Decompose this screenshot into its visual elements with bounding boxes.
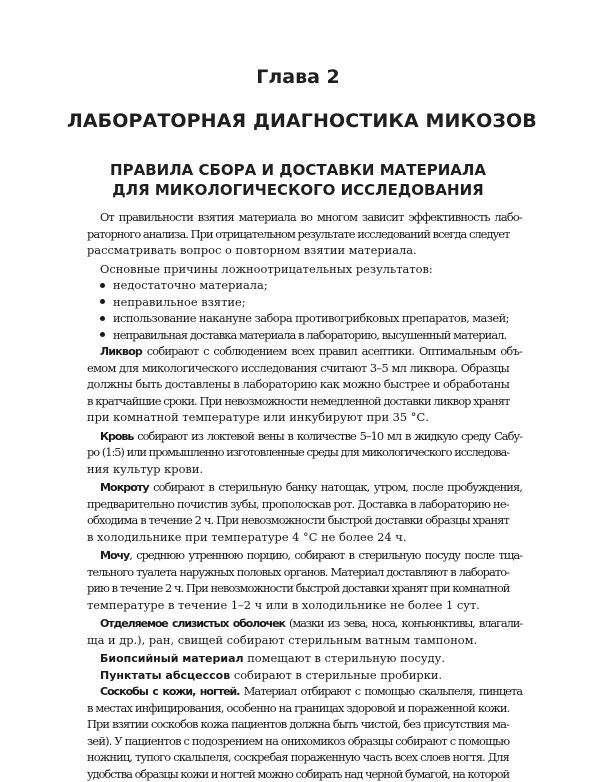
liquor-text: собирают с соблюдением всех правил асептики. Оптимальным объ- (142, 344, 522, 358)
list-item (87, 327, 522, 344)
list-item (87, 294, 522, 311)
biopsy-line (87, 650, 522, 667)
intro-line: От правильности взятия материала во многом зависит эффективность лабо- (87, 209, 522, 226)
reasons-heading: Основные причины ложноотрицательных результатов: (87, 261, 522, 278)
section-title (87, 160, 509, 200)
abscess-text: собирают в стерильные пробирки. (230, 668, 442, 682)
skin-line: зей). У пациентов с подозрением на онихомикоз образцы собирают с помощью (87, 733, 509, 750)
term-abscess: Пунктаты абсцессов (100, 669, 230, 682)
skin-line: При взятии соскобов кожа пациентов должна быть чистой, без присутствия ма- (87, 716, 509, 733)
skin-line: в местах инфицирования, особенно на границах здоровой и пораженной кожи. (87, 700, 509, 717)
sputum-line: обходима в течение 2 ч. При невозможности быстрой доставки образцы хранят (87, 512, 509, 529)
skin-text: Материал отбирают с помощью скальпеля, пинцета (239, 684, 522, 698)
list-item-text: неправильная доставка материала в лабораторию, высушенный материал. (113, 328, 506, 342)
sputum-text: собирают в стерильную банку натощак, утром, после пробуждения, (149, 480, 522, 494)
sputum-line (87, 479, 522, 496)
blood-text: собирают из локтевой вены в количестве 5–10 мл в жидкую среду Сабу- (133, 429, 522, 443)
blood-line: ро (1:5) или промышленно изготовленные среды для микологического исследова- (87, 444, 509, 461)
urine-text: , среднюю утреннюю порцию, собирают в стерильную посуду после тща- (129, 548, 522, 562)
sputum-line: в холодильнике при температуре 4 °С не более 24 ч. (87, 529, 509, 546)
list-item (87, 277, 522, 294)
liquor-line: при комнатной температуре или инкубируют при 35 °С. (87, 409, 509, 426)
bullet-icon (100, 299, 105, 304)
term-biopsy: Биопсийный материал (100, 652, 244, 665)
liquor-line: в кратчайшие сроки. При невозможности немедленной доставки ликвор хранят (87, 393, 509, 410)
blood-line: ния культур крови. (87, 461, 509, 478)
list-item-text: недостаточно материала; (113, 278, 268, 292)
term-skin: Соскобы с кожи, ногтей. (100, 685, 239, 698)
liquor-line: емом для микологического исследования считают 3–5 мл ликвора. Образцы (87, 360, 509, 377)
bullet-icon (100, 332, 105, 337)
intro-line: рассматривать вопрос о повторном взятии материала. (87, 242, 509, 259)
urine-line: рию в течение 2 ч. При невозможности быстрой доставки хранят при комнатной (87, 580, 509, 597)
bullet-icon (100, 283, 105, 288)
chapter-title: ЛАБОРАТОРНАЯ ДИАГНОСТИКА МИКОЗОВ (67, 110, 529, 132)
term-mucosa: Отделяемое слизистых оболочек (100, 617, 285, 630)
mucosa-line (87, 615, 522, 632)
sputum-line: предварительно почистив зубы, прополоскав рот. Доставка в лабораторию не- (87, 496, 509, 513)
liquor-line: должны быть доставлены в лабораторию как можно быстрее и обработаны (87, 376, 509, 393)
section-title-line-2: ДЛЯ МИКОЛОГИЧЕСКОГО ИССЛЕДОВАНИЯ (87, 180, 509, 200)
mucosa-line: ща и др.), ран, свищей собирают стерильным ватным тампоном. (87, 632, 509, 649)
urine-line: тельного туалета наружных половых органов. Материал доставляют в лаборато- (87, 564, 509, 581)
mucosa-text: (мазки из зева, носа, конъюнктивы, влагали- (285, 616, 522, 630)
body-text (87, 209, 509, 782)
urine-line (87, 547, 522, 564)
term-urine: Мочу (100, 549, 129, 562)
abscess-line (87, 667, 522, 684)
term-liquor: Ликвор (100, 345, 142, 358)
blood-line (87, 428, 522, 445)
skin-line (87, 683, 522, 700)
biopsy-text: помещают в стерильную посуду. (244, 651, 445, 665)
list-item-text: использование накануне забора противогрибковых препаратов, мазей; (113, 311, 509, 325)
skin-line: удобства образцы кожи и ногтей можно собирать над черной бумагой, на которой (87, 766, 509, 782)
chapter-label: Глава 2 (87, 66, 509, 88)
section-title-line-1: ПРАВИЛА СБОРА И ДОСТАВКИ МАТЕРИАЛА (87, 160, 509, 180)
skin-line: ножниц, тупого скальпеля, соскребая пораженную часть всех слоев ногтя. Для (87, 749, 509, 766)
urine-line: температуре в течение 1–2 ч или в холодильнике не более 1 сут. (87, 597, 509, 614)
term-sputum: Мокроту (100, 481, 149, 494)
list-item (87, 310, 522, 327)
bullet-icon (100, 316, 105, 321)
liquor-line (87, 343, 522, 360)
term-blood: Кровь (100, 430, 133, 443)
list-item-text: неправильное взятие; (113, 295, 246, 309)
intro-line: раторного анализа. При отрицательном результате исследований всегда следует (87, 226, 509, 243)
